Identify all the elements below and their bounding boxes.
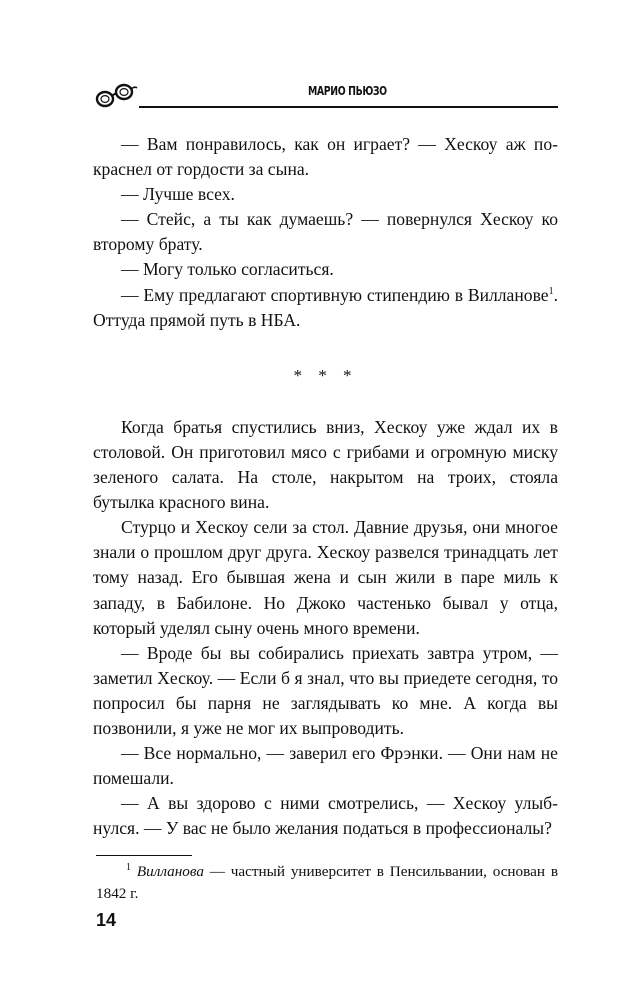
header-rule — [139, 106, 558, 108]
footnote-text: — частный университет в Пенсильвании, основан в 1842 г. — [96, 863, 558, 902]
handcuffs-icon — [93, 80, 139, 110]
footnote-term: Вилланова — [136, 863, 204, 880]
paragraph: — Стейс, а ты как думаешь? — повернулся Хескоу ко второму брату. — [93, 209, 558, 255]
paragraph: Стурцо и Хескоу сели за стол. Давние друзья, они многое знали о прошлом друг друга. Хескоу развелся тринадцать лет тому назад. Его бывшая жена и сын жили в паре миль к западу, в Бабилоне. Но Джоко частенько бывал у отца, который уделял сыну очень много времени. — [93, 517, 558, 638]
footnote-ref[interactable]: 1 — [548, 285, 554, 297]
page-number: 14 — [96, 910, 117, 930]
paragraph: — Лучше всех. — [121, 184, 235, 205]
paragraph: — Вам понравилось, как он играет? — Хескоу аж покраснел от гордости за сына. — [93, 134, 558, 180]
paragraph-with-footnote-ref — [93, 283, 558, 333]
author-name: МАРИО ПЬЮЗО — [308, 84, 387, 98]
footnote — [96, 861, 558, 904]
paragraph: — Вроде бы вы собирались приехать завтра утром, — заметил Хескоу. — Если б я знал, что вы приедете сегодня, то попросил бы парня не заглядывать ко мне. А когда вы позвонили, я уже не мог их выпроводить. — [93, 642, 558, 738]
paragraph: — Могу только согласиться. — [121, 259, 334, 280]
footnote-rule — [96, 855, 192, 856]
paragraph-text: . Оттуда прямой путь в НБА. — [93, 284, 558, 330]
paragraph-text: — Ему предлагают спортивную стипендию в Вилланове — [121, 284, 549, 305]
paragraph: — Все нормально, — заверил его Фрэнки. — Они нам не помешали. — [93, 743, 558, 789]
section-separator: * * * — [293, 365, 358, 385]
paragraph: — А вы здорово с ними смотрелись, — Хескоу улыбнулся. — У вас не было желания податься в профессионалы? — [93, 793, 558, 839]
running-header — [93, 76, 558, 116]
body-text — [93, 132, 558, 841]
footnote-number: 1 — [126, 861, 131, 873]
paragraph: Когда братья спустились вниз, Хескоу уже ждал их в столовой. Он приготовил мясо с грибами и огромную миску зеленого салата. На столе, накрытом на троих, стояла бутылка красного вина. — [93, 416, 558, 513]
